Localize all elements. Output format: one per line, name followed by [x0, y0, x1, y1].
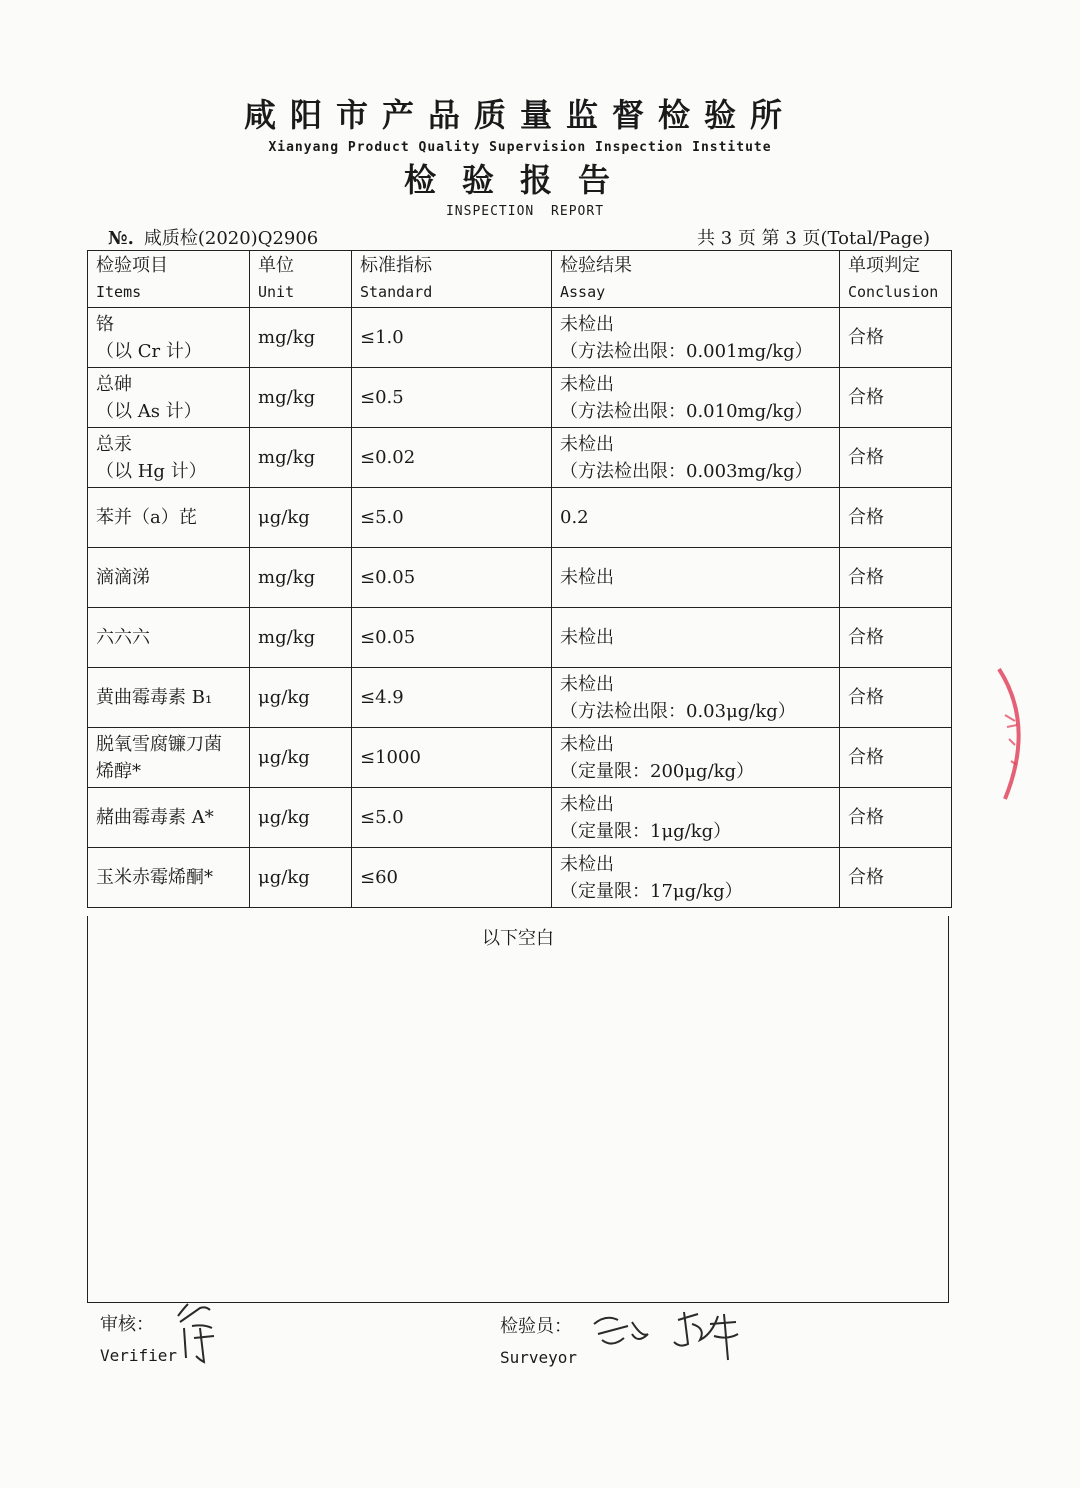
assay-cell: [552, 308, 840, 368]
table-row: [88, 428, 952, 488]
column-header-unit: [250, 251, 352, 308]
assay-cell: [552, 488, 840, 548]
item-name: 脱氧雪腐镰刀菌: [96, 733, 222, 755]
assay-result: 未检出: [560, 433, 614, 455]
unit-cell: μg/kg: [250, 668, 352, 728]
column-header-assay: [552, 251, 840, 308]
conclusion-cell: 合格: [840, 848, 952, 908]
item-name: 滴滴涕: [96, 567, 150, 588]
column-header-standard: [352, 251, 552, 308]
conclusion-cell: 合格: [840, 548, 952, 608]
assay-result: 未检出: [560, 673, 614, 695]
assay-limit: （定量限：200μg/kg）: [560, 760, 755, 782]
column-header-en: Standard: [360, 283, 433, 301]
unit-cell: μg/kg: [250, 788, 352, 848]
report-title-en: INSPECTION REPORT: [445, 204, 605, 219]
table-row: [88, 608, 952, 668]
assay-result: 未检出: [560, 373, 614, 395]
report-meta-row: [108, 224, 930, 250]
item-cell: [88, 608, 250, 668]
assay-result: 未检出: [560, 853, 614, 875]
table-row: [88, 488, 952, 548]
item-note: 烯醇*: [96, 760, 141, 782]
column-header-cn: 检验项目: [96, 255, 168, 276]
blank-note: 以下空白: [482, 928, 554, 949]
conclusion-cell: 合格: [840, 368, 952, 428]
assay-cell: [552, 428, 840, 488]
report-title-cn: 检验报告: [403, 161, 636, 199]
item-cell: [88, 488, 250, 548]
standard-cell: ≤1.0: [352, 308, 552, 368]
unit-cell: μg/kg: [250, 848, 352, 908]
table-row: [88, 728, 952, 788]
item-note: （以 Hg 计）: [96, 460, 207, 482]
column-header-en: Items: [96, 283, 142, 301]
assay-cell: [552, 608, 840, 668]
conclusion-cell: 合格: [840, 788, 952, 848]
column-header-cn: 单项判定: [848, 255, 920, 276]
assay-result: 未检出: [560, 627, 614, 648]
assay-result: 0.2: [560, 507, 589, 528]
standard-cell: ≤4.9: [352, 668, 552, 728]
surveyor-label: [500, 1312, 577, 1367]
assay-result: 未检出: [560, 313, 614, 335]
institute-name-cn: 咸阳市产品质量监督检验所: [243, 96, 796, 134]
assay-limit: （方法检出限：0.03μg/kg）: [560, 700, 796, 722]
item-note: （以 As 计）: [96, 400, 202, 422]
conclusion-cell: 合格: [840, 308, 952, 368]
table-row: [88, 668, 952, 728]
assay-cell: [552, 788, 840, 848]
assay-limit: （定量限：1μg/kg）: [560, 820, 732, 842]
conclusion-cell: 合格: [840, 728, 952, 788]
assay-result: 未检出: [560, 793, 614, 815]
inspection-table: [87, 250, 952, 908]
table-row: [88, 368, 952, 428]
report-number-value: 咸质检(2020)Q2906: [143, 228, 319, 249]
assay-result: 未检出: [560, 733, 614, 755]
unit-cell: mg/kg: [250, 428, 352, 488]
table-row: [88, 788, 952, 848]
item-name: 玉米赤霉烯酮*: [96, 867, 213, 888]
item-name: 总汞: [96, 433, 132, 455]
assay-limit: （方法检出限：0.001mg/kg）: [560, 340, 813, 362]
assay-result: 未检出: [560, 567, 614, 588]
column-header-conclusion: [840, 251, 952, 308]
blank-area: [87, 916, 949, 1303]
table-header-row: [88, 251, 952, 308]
item-cell: [88, 368, 250, 428]
standard-cell: ≤0.05: [352, 548, 552, 608]
column-header-cn: 检验结果: [560, 255, 632, 276]
item-cell: [88, 548, 250, 608]
red-seal-stamp: [995, 665, 1035, 805]
item-name: 六六六: [96, 627, 150, 648]
report-number-label: №.: [108, 228, 134, 249]
surveyor-label-en: Surveyor: [500, 1348, 578, 1367]
item-note: （以 Cr 计）: [96, 340, 202, 362]
column-header-en: Unit: [258, 283, 295, 301]
column-header-items: [88, 251, 250, 308]
item-cell: [88, 668, 250, 728]
standard-cell: ≤0.5: [352, 368, 552, 428]
item-cell: [88, 428, 250, 488]
column-header-cn: 单位: [258, 255, 294, 276]
item-name: 铬: [96, 313, 114, 335]
item-name: 黄曲霉毒素 B₁: [96, 687, 213, 708]
assay-cell: [552, 848, 840, 908]
table-body: [88, 308, 952, 908]
item-cell: [88, 788, 250, 848]
item-cell: [88, 728, 250, 788]
verifier-label-cn: 审核：: [100, 1314, 154, 1335]
unit-cell: mg/kg: [250, 368, 352, 428]
page-info: 共 3 页 第 3 页(Total/Page): [697, 228, 930, 249]
standard-cell: ≤0.02: [352, 428, 552, 488]
standard-cell: ≤60: [352, 848, 552, 908]
standard-cell: ≤1000: [352, 728, 552, 788]
verifier-label-en: Verifier: [100, 1346, 178, 1365]
verifier-signature: [170, 1298, 220, 1364]
assay-cell: [552, 728, 840, 788]
institute-name-en: Xianyang Product Quality Supervision Inspection Institute: [268, 140, 772, 155]
column-header-cn: 标准指标: [360, 255, 432, 276]
assay-limit: （方法检出限：0.010mg/kg）: [560, 400, 813, 422]
assay-limit: （方法检出限：0.003mg/kg）: [560, 460, 813, 482]
item-name: 总砷: [96, 373, 132, 395]
item-cell: [88, 308, 250, 368]
unit-cell: μg/kg: [250, 488, 352, 548]
surveyor-signature: [588, 1304, 748, 1364]
standard-cell: ≤5.0: [352, 488, 552, 548]
assay-cell: [552, 368, 840, 428]
standard-cell: ≤5.0: [352, 788, 552, 848]
unit-cell: mg/kg: [250, 308, 352, 368]
conclusion-cell: 合格: [840, 668, 952, 728]
assay-cell: [552, 668, 840, 728]
table-row: [88, 848, 952, 908]
surveyor-label-cn: 检验员：: [500, 1316, 572, 1337]
item-name: 苯并（a）芘: [96, 507, 197, 528]
conclusion-cell: 合格: [840, 608, 952, 668]
column-header-en: Conclusion: [848, 283, 939, 301]
standard-cell: ≤0.05: [352, 608, 552, 668]
unit-cell: mg/kg: [250, 548, 352, 608]
table-row: [88, 548, 952, 608]
table-row: [88, 308, 952, 368]
verifier-label: [100, 1310, 177, 1365]
unit-cell: μg/kg: [250, 728, 352, 788]
report-number: [108, 224, 318, 250]
item-cell: [88, 848, 250, 908]
conclusion-cell: 合格: [840, 488, 952, 548]
column-header-en: Assay: [560, 283, 606, 301]
assay-limit: （定量限：17μg/kg）: [560, 880, 743, 902]
item-name: 赭曲霉毒素 A*: [96, 807, 214, 828]
assay-cell: [552, 548, 840, 608]
unit-cell: mg/kg: [250, 608, 352, 668]
conclusion-cell: 合格: [840, 428, 952, 488]
